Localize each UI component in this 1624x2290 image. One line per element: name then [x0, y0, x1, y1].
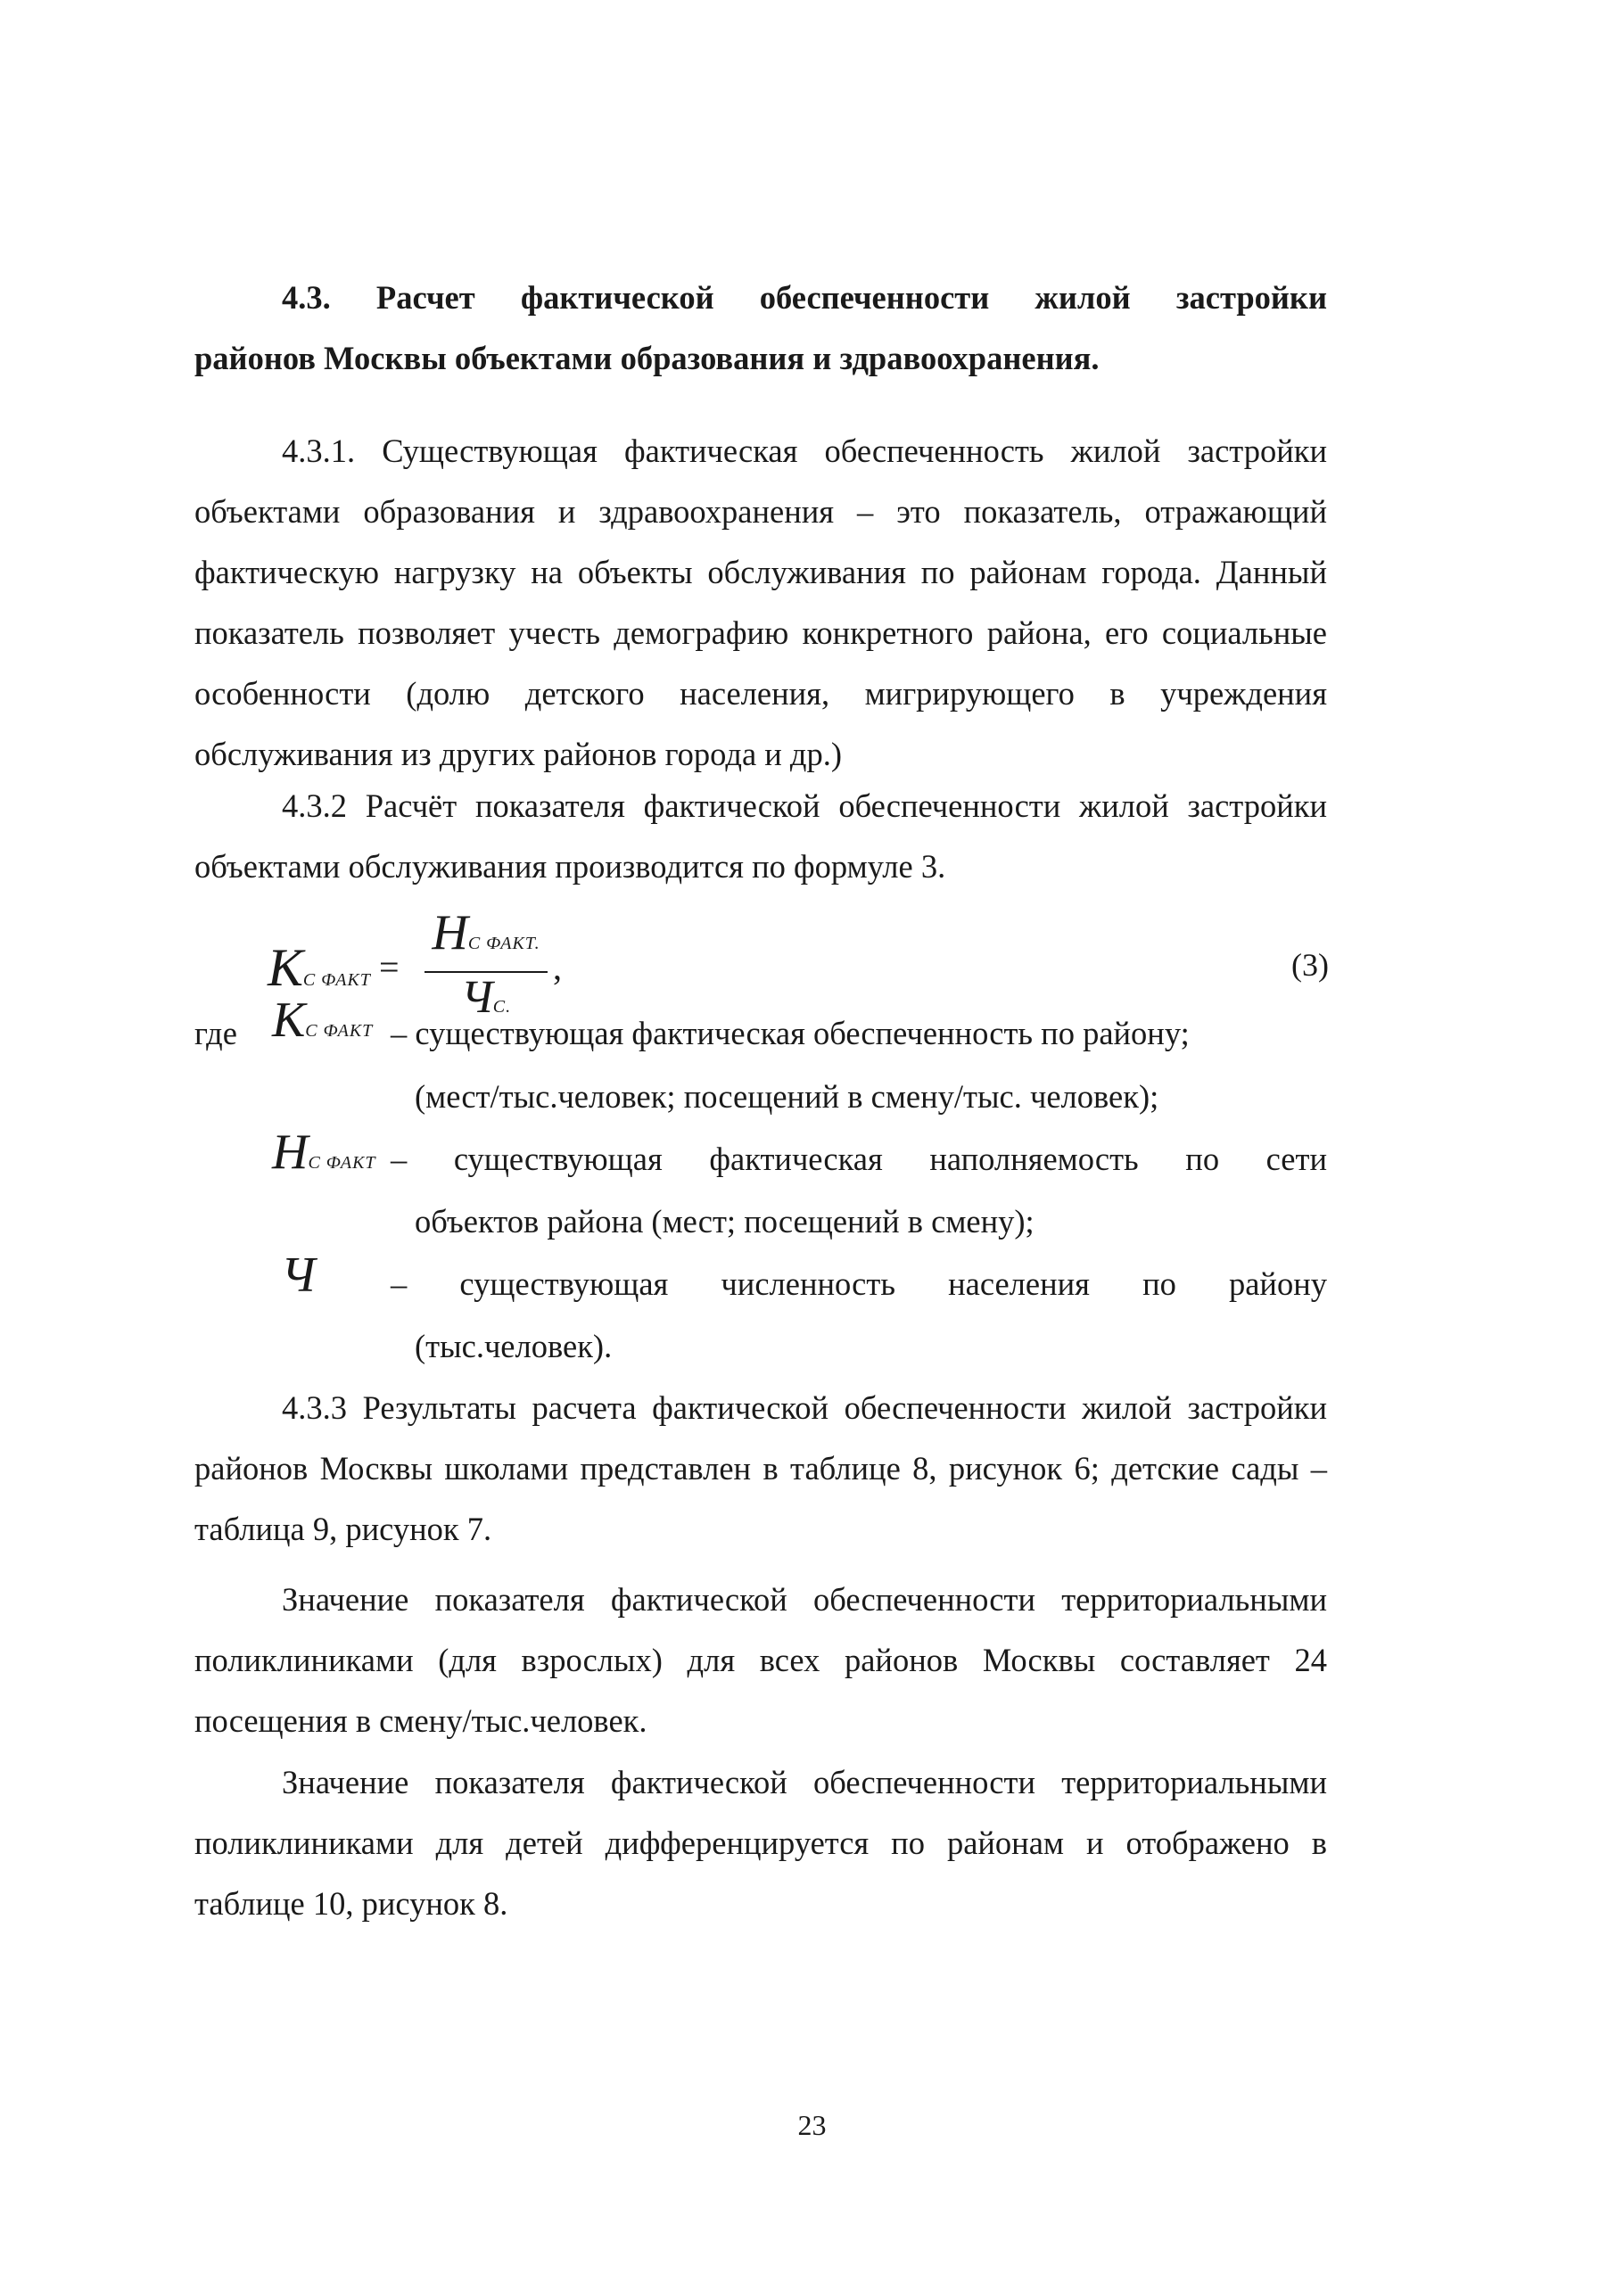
- numerator-subscript: С ФАКТ.: [467, 934, 540, 953]
- definition-ch-symbol: Ч: [281, 1248, 316, 1303]
- definition-k-units: (мест/тыс.человек; посещений в смену/тыс. человек);: [415, 1078, 1159, 1115]
- formula-lhs-subscript: С ФАКТ: [302, 970, 371, 990]
- formula-lhs: [268, 937, 371, 999]
- section-heading: [194, 268, 1327, 389]
- n-symbol: Н: [272, 1124, 309, 1180]
- paragraph-4-3-3: [194, 1378, 1327, 1560]
- paragraph-text: Значение показателя фактической обеспеченности территориальными поликлиниками для детей дифференцируется по районам и отображено в таблице 10, рисунок 8.: [194, 1764, 1327, 1922]
- formula-lhs-symbol: К: [268, 938, 303, 997]
- paragraph-adult-clinics: [194, 1569, 1327, 1751]
- denominator-symbol: Ч: [460, 972, 493, 1023]
- denominator-subscript: С.: [492, 997, 512, 1017]
- definition-ch-units: (тыс.человек).: [415, 1328, 613, 1364]
- definition-n-units: объектов района (мест; посещений в смену);: [415, 1203, 1035, 1240]
- paragraph-children-clinics: [194, 1752, 1327, 1934]
- paragraph-text: Значение показателя фактической обеспеченности территориальными поликлиниками (для взрослых) для всех районов Москвы составляет 24 посещения в смену/тыс.человек.: [194, 1581, 1327, 1739]
- paragraph-text: 4.3.3 Результаты расчета фактической обеспеченности жилой застройки районов Москвы школами представлен в таблице 8, рисунок 6; детские сады – таблица 9, рисунок 7.: [194, 1389, 1327, 1547]
- paragraph-text: 4.3.2 Расчёт показателя фактической обеспеченности жилой застройки объектами обслуживания производится по формуле 3.: [194, 787, 1327, 885]
- definition-k-text: – существующая фактическая обеспеченность по району;: [391, 1015, 1190, 1051]
- definition-n-text: – существующая фактическая наполняемость по сети: [391, 1141, 1327, 1177]
- definition-ch-text: – существующая численность населения по району: [391, 1265, 1327, 1302]
- heading-line-2: районов Москвы объектами образования и здравоохранения.: [194, 340, 1100, 376]
- n-subscript: С ФАКТ: [308, 1153, 376, 1173]
- formula-comma: ,: [553, 947, 562, 987]
- page-number: 23: [797, 2109, 827, 2141]
- paragraph-4-3-2: [194, 776, 1327, 897]
- definition-n-symbol: [272, 1124, 376, 1181]
- formula-numerator: [419, 905, 553, 971]
- k-subscript: С ФАКТ: [305, 1021, 374, 1041]
- definition-k-symbol: [272, 992, 373, 1049]
- numerator-symbol: Н: [432, 905, 468, 960]
- paragraph-4-3-1: [194, 421, 1327, 785]
- heading-line-1: 4.3. Расчет фактической обеспеченности жилой застройки: [282, 279, 1327, 316]
- formula-number: (3): [1291, 947, 1329, 983]
- formula-equals: =: [379, 947, 400, 987]
- k-symbol: К: [272, 993, 306, 1048]
- paragraph-text: 4.3.1. Существующая фактическая обеспеченность жилой застройки объектами образования и здравоохранения – это показатель, отражающий фактическую нагрузку на объекты обслуживания по районам города. Данный показатель позволяет учесть демографию конкретного района, его социальные особенности (долю детского населения, мигрирующего в учреждения обслуживания из других районов города и др.): [194, 432, 1327, 772]
- definitions-where: где: [194, 1015, 237, 1051]
